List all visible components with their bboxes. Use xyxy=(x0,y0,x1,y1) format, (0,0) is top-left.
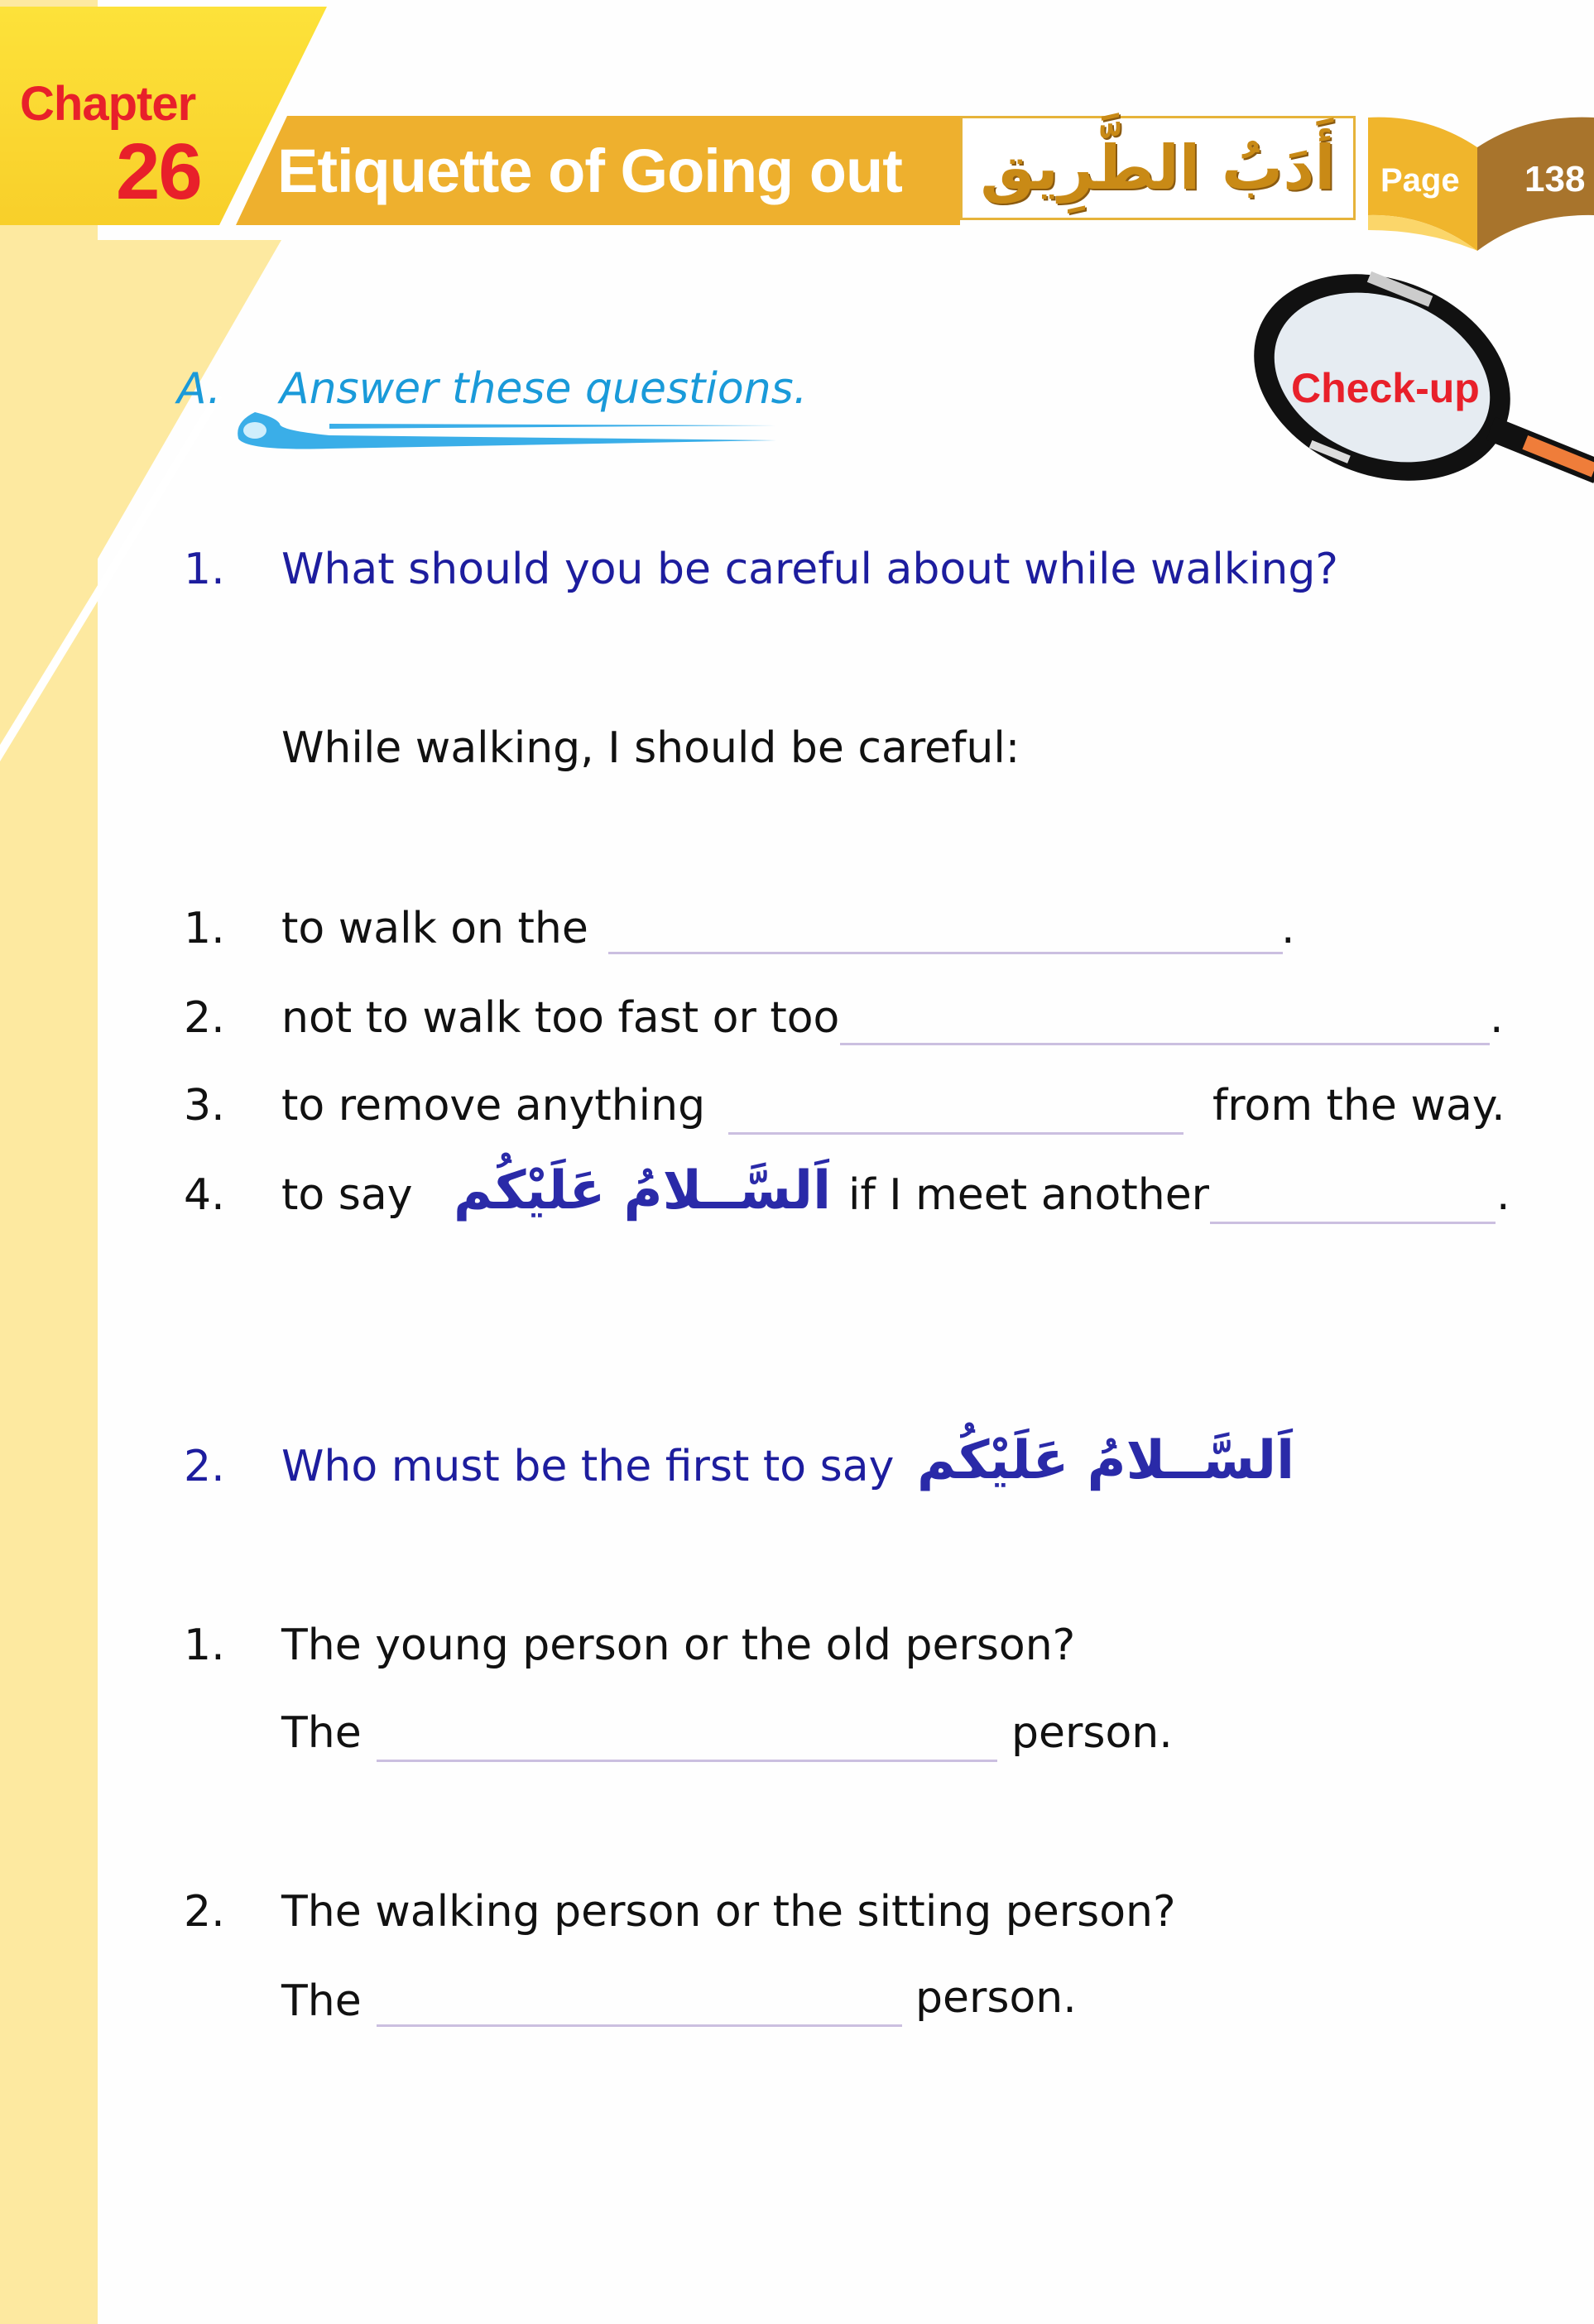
item-4-text: to say xyxy=(281,1170,413,1220)
item-4-period: . xyxy=(1496,1170,1510,1220)
item-3-after: from the way. xyxy=(1212,1081,1505,1131)
item-2-period: . xyxy=(1490,993,1504,1043)
chapter-title-arabic-box xyxy=(960,116,1356,220)
item-3-number: 3. xyxy=(184,1081,225,1131)
question-2-text: Who must be the first to say xyxy=(281,1442,895,1491)
section-title: Answer these questions. xyxy=(280,364,808,414)
item-1-text: to walk on the xyxy=(281,904,588,953)
sub-2-answer-after: person. xyxy=(915,1973,1077,2023)
sub-2-number: 2. xyxy=(184,1887,225,1937)
item-4-arabic-greeting: اَلسَّــلامُ عَلَيْكُم xyxy=(454,1160,831,1222)
sub-2-answer-before: The xyxy=(281,1976,362,2026)
item-2-blank[interactable] xyxy=(840,1043,1490,1045)
section-letter: A. xyxy=(177,364,222,414)
question-1-lead: While walking, I should be careful: xyxy=(281,723,1020,773)
item-4-middle: if I meet another xyxy=(848,1170,1210,1220)
item-3-blank[interactable] xyxy=(728,1132,1183,1135)
page-number: 138 xyxy=(1524,159,1586,199)
sub-1-blank[interactable] xyxy=(377,1760,997,1762)
chapter-label: Chapter xyxy=(20,77,196,131)
question-1-text: What should you be careful about while walking? xyxy=(281,545,1338,594)
chapter-title-arabic: أَدَبُ الطَّرِيق xyxy=(980,132,1336,204)
sub-2-text: The walking person or the sitting person? xyxy=(281,1887,1176,1937)
chapter-title-english: Etiquette of Going out xyxy=(277,137,902,205)
question-2-arabic-greeting: اَلسَّــلامُ عَلَيْكُم xyxy=(917,1430,1294,1491)
sub-1-number: 1. xyxy=(184,1621,225,1670)
sub-1-answer-after: person. xyxy=(1011,1708,1173,1758)
question-1-number: 1. xyxy=(184,545,225,594)
item-1-number: 1. xyxy=(184,904,225,953)
item-2-text: not to walk too fast or too xyxy=(281,993,840,1043)
sub-1-text: The young person or the old person? xyxy=(281,1621,1076,1670)
chapter-number: 26 xyxy=(116,127,201,216)
question-2-number: 2. xyxy=(184,1442,225,1491)
item-1-period: . xyxy=(1281,904,1295,953)
page-label: Page xyxy=(1380,162,1460,199)
sub-2-blank[interactable] xyxy=(377,2024,902,2027)
sub-1-answer-before: The xyxy=(281,1708,362,1758)
item-4-number: 4. xyxy=(184,1170,225,1220)
item-1-blank[interactable] xyxy=(608,952,1283,954)
item-2-number: 2. xyxy=(184,993,225,1043)
check-up-label: Check-up xyxy=(1291,365,1480,411)
section-underline xyxy=(230,406,781,455)
item-4-blank[interactable] xyxy=(1210,1222,1496,1224)
item-3-text: to remove anything xyxy=(281,1081,706,1131)
